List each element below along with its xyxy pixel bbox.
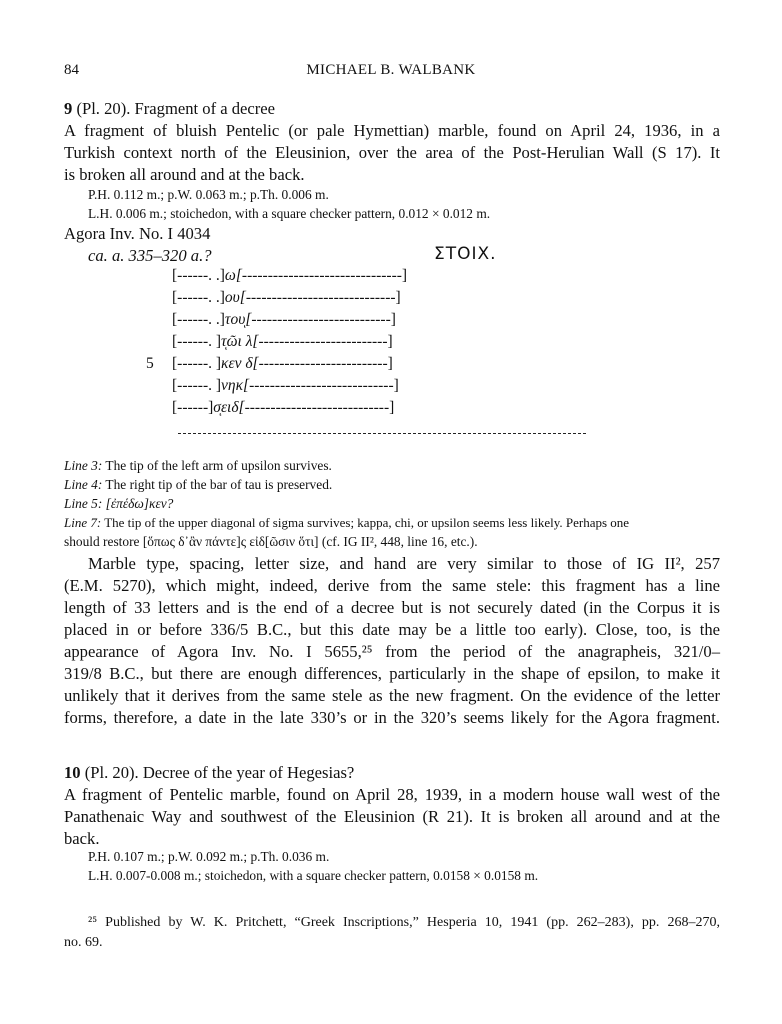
para-line: forms, therefore, a date in the late 330’s or in the 320’s seems likely for the Agora fragment. (64, 708, 720, 727)
para-line: placed in or before 336/5 B.C., but this date may be a little too early). Close, too, is the (64, 620, 720, 639)
para-line: length of 33 letters and is the end of a decree but is not securely dated (in the Corpus it is (64, 598, 720, 617)
entry-9-number: 9 (64, 99, 73, 118)
line-number: 5 (146, 355, 154, 372)
entry-9-description (64, 120, 720, 186)
footnote-line: no. 69. (64, 935, 103, 950)
para-line: appearance of Agora Inv. No. I 5655,²⁵ from the period of the anagrapheis, 321/0– (64, 642, 720, 661)
entry-10-dims-2: L.H. 0.007-0.008 m.; stoichedon, with a square checker pattern, 0.0158 × 0.0158 m. (88, 868, 539, 883)
running-head: MICHAEL B. WALBANK (306, 62, 476, 78)
entry-10-desc-line: back. (64, 829, 100, 848)
entry-10-title (64, 762, 720, 784)
entry-9-date: ca. a. 335–320 a.? (88, 246, 212, 265)
entry-9-title (64, 98, 720, 120)
footnote (64, 913, 720, 953)
entry-9-title-text: (Pl. 20). Fragment of a decree (72, 99, 276, 118)
entry-9-notes (64, 456, 720, 551)
entry-9-discussion (64, 553, 720, 729)
entry-10-number: 10 (64, 763, 81, 782)
note-line-7: Line 7: The tip of the upper diagonal of sigma survives; kappa, chi, or upsilon seems less likely. Perhaps one (64, 515, 630, 530)
footnote-line: ²⁵ Published by W. K. Pritchett, “Greek Inscriptions,” Hesperia 10, 1941 (pp. 262–283), pp. 268–270, (88, 915, 720, 930)
page-number: 84 (64, 62, 79, 78)
entry-10-desc-line: A fragment of Pentelic marble, found on April 28, 1939, in a modern house wall west of the (64, 785, 720, 804)
inscription-line: [------. .]τουͅ[---------------------------] (172, 311, 396, 328)
entry-9-dims-2: L.H. 0.006 m.; stoichedon, with a square checker pattern, 0.012 × 0.012 m. (88, 206, 491, 221)
entry-9-inventory: Agora Inv. No. I 4034 (64, 224, 211, 243)
para-line: Marble type, spacing, letter size, and hand are very similar to those of IG II², 257 (88, 554, 720, 573)
inscription-line: [------. ]τͅῶι λ[-------------------------] (172, 333, 393, 350)
entry-9-desc-line: A fragment of bluish Pentelic (or pale Hymettian) marble, found on April 24, 1936, in a (64, 121, 720, 140)
entry-10-desc-line: Panathenaic Way and southwest of the Eleusinion (R 21). It is broken all around and at the (64, 807, 720, 826)
inscription-line: [------. ]κεν δ[-------------------------] (172, 355, 393, 372)
entry-9-dims-1: P.H. 0.112 m.; p.W. 0.063 m.; p.Th. 0.006 m. (88, 187, 329, 202)
inscription-line: [------. ]νηκ[----------------------------] (172, 377, 399, 394)
note-line-4: Line 4: The right tip of the bar of tau is preserved. (64, 477, 333, 492)
entry-10-title-text: (Pl. 20). Decree of the year of Hegesias? (80, 763, 355, 782)
inscription-line: [------. .]ω[-------------------------------] (172, 267, 408, 284)
entry-9-desc-line: is broken all around and at the back. (64, 165, 305, 184)
para-line: (E.M. 5270), which might, indeed, derive from the same stele: this fragment has a line (64, 576, 720, 595)
entry-10-dims-1: P.H. 0.107 m.; p.W. 0.092 m.; p.Th. 0.036 m. (88, 849, 330, 864)
entry-10-description (64, 784, 720, 850)
inscription-line: [------. .]ου[-----------------------------] (172, 289, 401, 306)
note-line-7-cont: should restore [ὅπως δ᾽ἂν πάντε]ς εἰδ[ῶσιν ὅτι] (cf. IG II², 448, line 16, etc.). (64, 534, 478, 549)
entry-10-dimensions (64, 847, 744, 885)
para-line: 319/8 B.C., but there are enough differences, particularly in the shape of epsilon, to make it (64, 664, 720, 683)
note-line-3: Line 3: The tip of the left arm of upsilon survives. (64, 458, 332, 473)
entry-9-desc-line: Turkish context north of the Eleusinion, over the area of the Post-Herulian Wall (S 17). It (64, 143, 720, 162)
stoichedon-label: ΣΤΟΙΧ. (434, 244, 497, 264)
inscription-line: [------]σͅειδ[----------------------------] (172, 399, 395, 416)
inscription-bottom-dashes (178, 433, 586, 434)
note-line-5: Line 5: [ἐπέδω]κεν? (64, 496, 174, 511)
para-line: unlikely that it derives from the same stele as the new fragment. On the evidence of the letter (64, 686, 720, 705)
entry-9-dimensions (64, 185, 744, 223)
